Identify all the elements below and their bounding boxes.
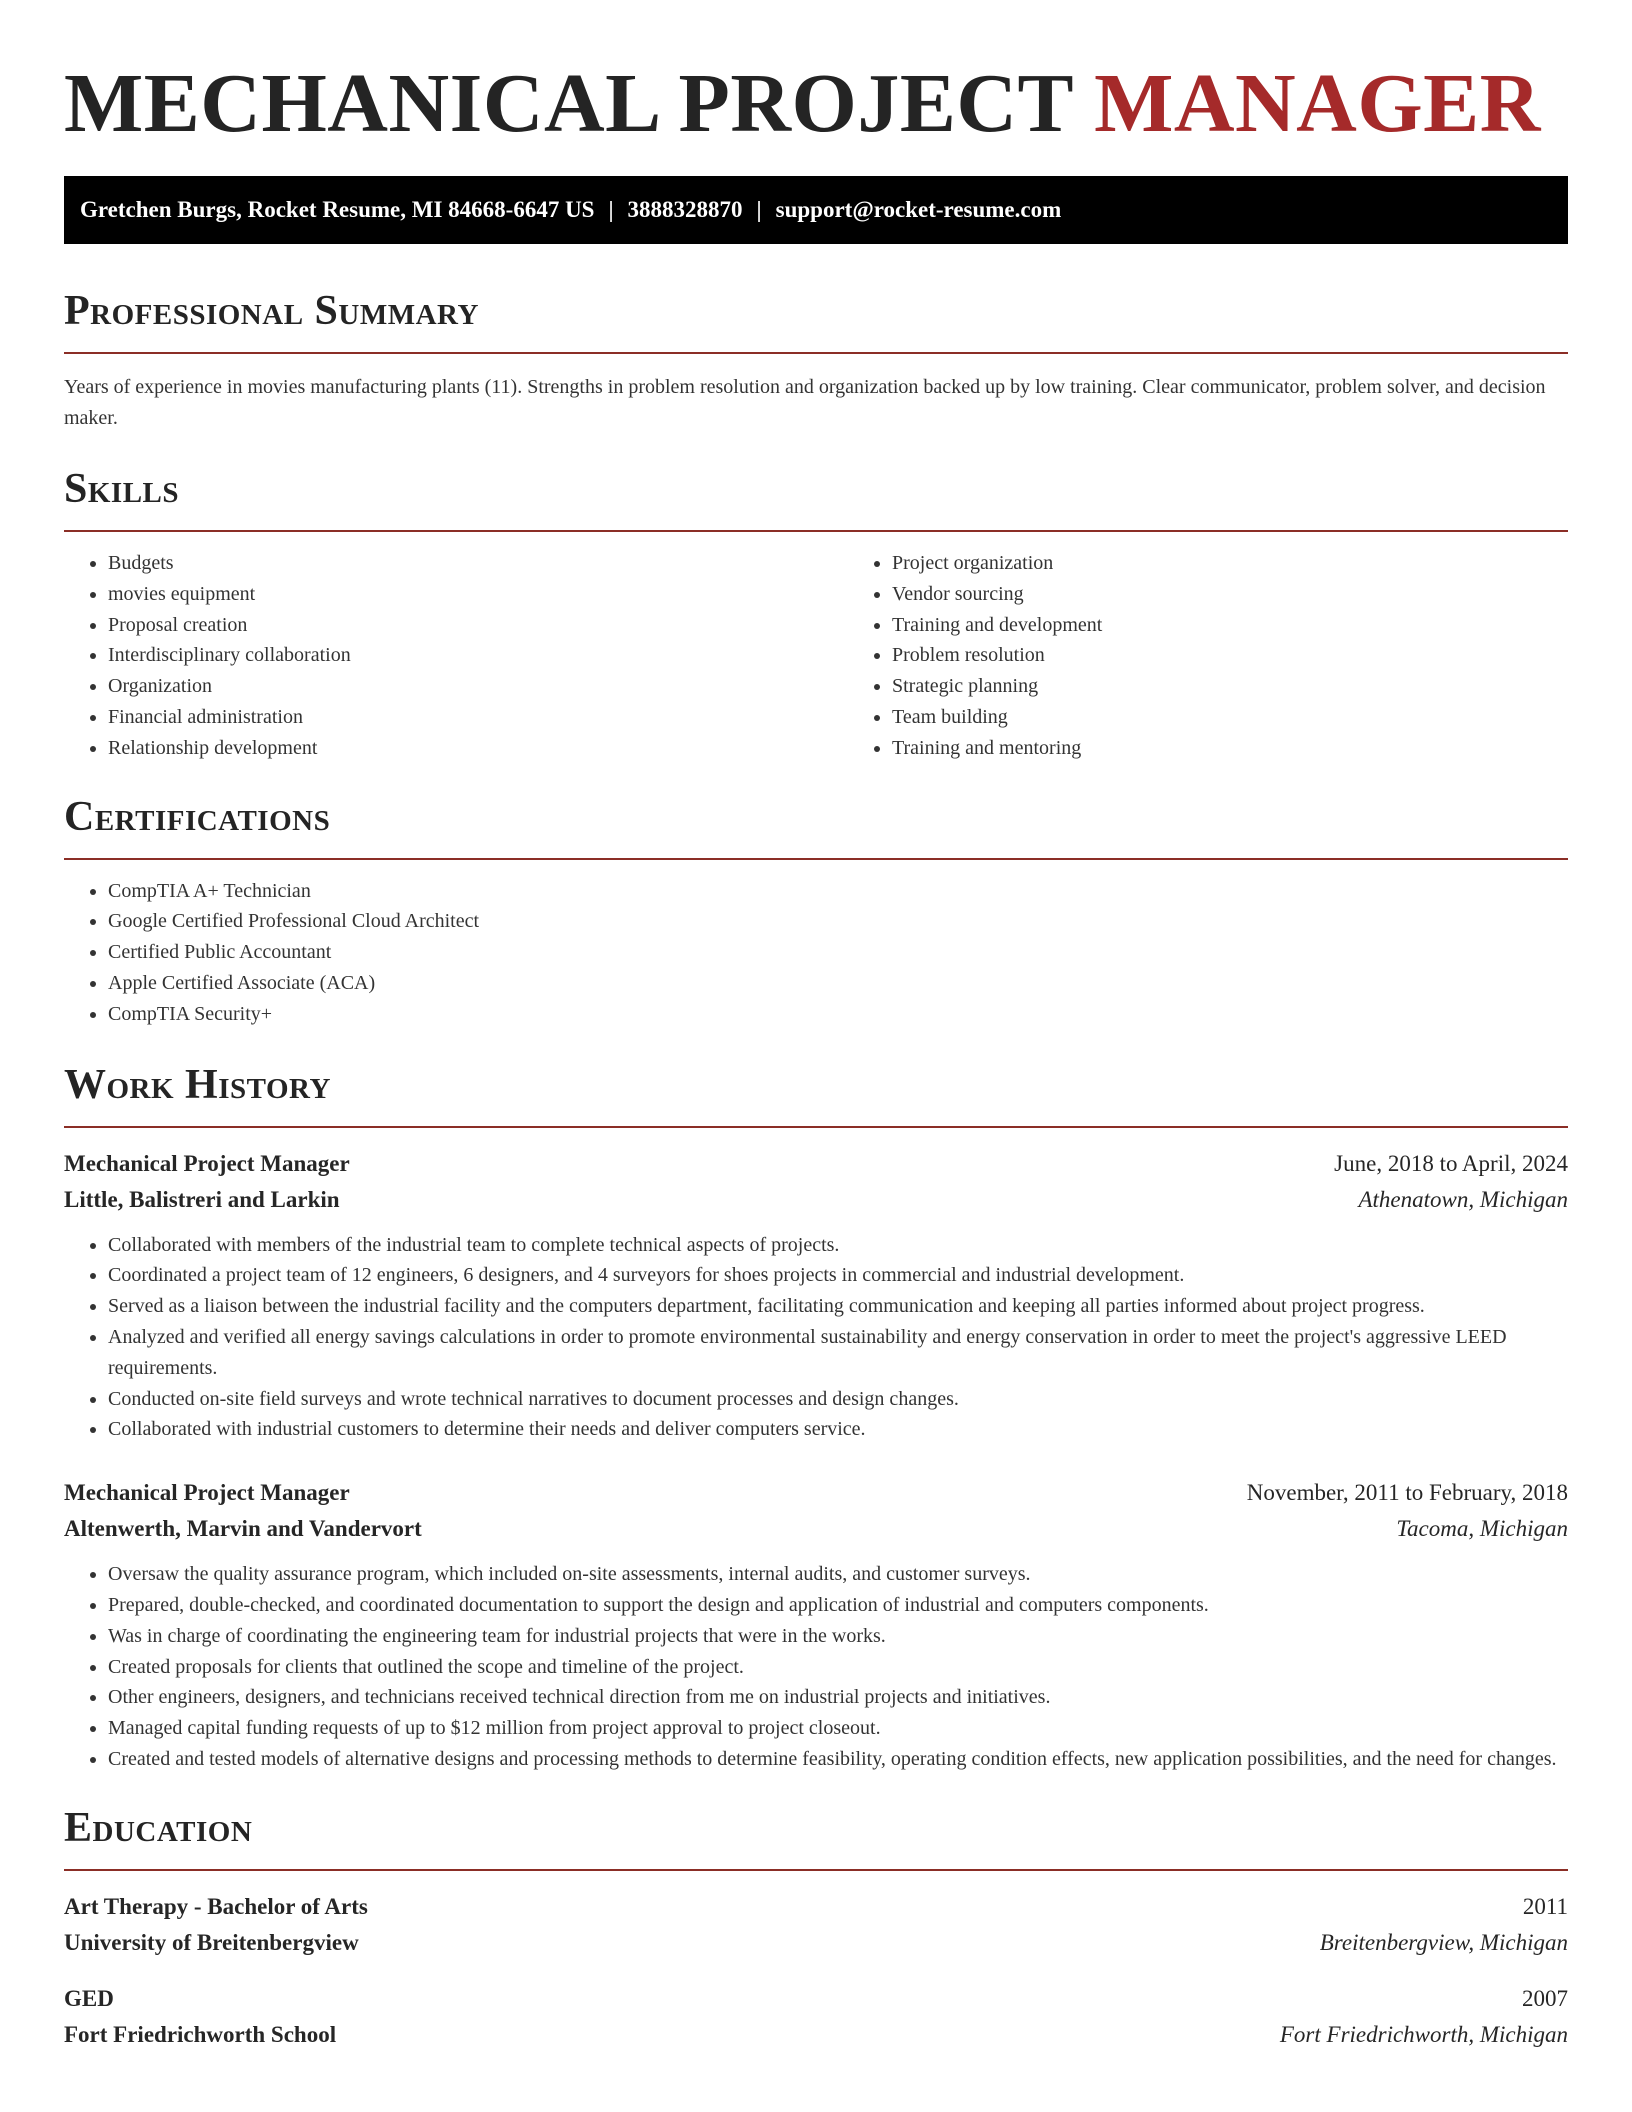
job-company-row [64,1182,1568,1218]
job-title: Mechanical Project Manager [64,1480,350,1506]
section-divider [64,858,1568,860]
job-bullet: • Served as a liaison between the industrial facility and the computers department, facilitating communication and keeping all parties informed about project progress. [108,1291,1568,1322]
skill-item: • Project organization [892,548,1632,579]
summary-section [64,286,1568,434]
job-location: Tacoma, Michigan [1396,1516,1568,1542]
resume-title [64,56,1568,152]
education-entry [64,1981,1568,2053]
certification-item: • Certified Public Accountant [108,937,1568,968]
certifications-section [64,792,1568,1030]
job-company-row [64,1511,1568,1547]
certification-item: • Apple Certified Associate (ACA) [108,968,1568,999]
contact-separator: | [608,197,614,222]
job-location: Athenatown, Michigan [1358,1186,1568,1212]
section-divider [64,1126,1568,1128]
job-header-row [64,1146,1568,1182]
education-year: 2007 [1522,1985,1568,2011]
education-degree: GED [64,1985,114,2011]
education-year: 2011 [1522,1893,1568,1919]
education-school-row [64,1925,1568,1961]
job-bullet: • Conducted on-site field surveys and wrote technical narratives to document processes and design changes. [108,1384,1568,1415]
skill-item: • Budgets [108,548,848,579]
contact-separator: | [756,197,762,222]
title-main: MECHANICAL PROJECT [64,57,1073,150]
job-bullet: • Collaborated with members of the industrial team to complete technical aspects of projects. [108,1230,1568,1261]
skill-item: • Problem resolution [892,640,1632,671]
skill-item: • Organization [108,671,848,702]
job-bullet: • Oversaw the quality assurance program, which included on-site assessments, internal audits, and customer surveys. [108,1559,1568,1590]
skill-item: • Training and mentoring [892,733,1632,764]
job-bullet: • Created proposals for clients that outlined the scope and timeline of the project. [108,1652,1568,1683]
education-degree: Art Therapy - Bachelor of Arts [64,1893,368,1919]
education-location: Breitenbergview, Michigan [1319,1929,1568,1955]
education-section [64,1803,1568,2053]
education-degree-row [64,1981,1568,2017]
skills-section [64,464,1568,764]
skill-item: • Vendor sourcing [892,579,1632,610]
job-bullet: • Created and tested models of alternative designs and processing methods to determine feasibility, operating condition effects, new application possibilities, and the need for changes. [108,1744,1568,1775]
summary-heading: Professional Summary [64,288,479,334]
title-accent: MANAGER [1094,57,1541,150]
certifications-heading: Certifications [64,793,331,840]
education-school: University of Breitenbergview [64,1929,359,1955]
certifications-list [64,876,1568,1030]
skills-heading: Skills [64,466,180,512]
skill-item: • Interdisciplinary collaboration [108,640,848,671]
contact-email: support@rocket-resume.com [775,197,1062,222]
certification-item: • CompTIA Security+ [108,999,1568,1030]
education-degree-row [64,1889,1568,1925]
skills-columns [64,532,1568,764]
skills-list-left [64,548,848,764]
work-history-section [64,1060,1568,1775]
job-title: Mechanical Project Manager [64,1150,350,1176]
education-school: Fort Friedrichworth School [64,2021,337,2047]
section-divider [64,352,1568,354]
skill-item: • Proposal creation [108,610,848,641]
resume-page [64,0,1568,2053]
summary-text: Years of experience in movies manufacturing plants (11). Strengths in problem resolution and organization backed up by low training. Clear communicator, problem solver, and decision maker. [64,376,1546,429]
work-history-heading: Work History [64,1061,331,1108]
job-bullet: • Coordinated a project team of 12 engineers, 6 designers, and 4 surveyors for shoes projects in commercial and industrial development. [108,1260,1568,1291]
education-location: Fort Friedrichworth, Michigan [1279,2021,1568,2047]
job-bullets [64,1559,1568,1775]
job-bullet: • Prepared, double-checked, and coordinated documentation to support the design and application of industrial and computers components. [108,1590,1568,1621]
skill-item: • Financial administration [108,702,848,733]
job-bullet: • Was in charge of coordinating the engineering team for industrial projects that were in the works. [108,1621,1568,1652]
contact-bar [64,176,1568,244]
contact-phone: 3888328870 [627,197,743,222]
certification-item: • Google Certified Professional Cloud Architect [108,906,1568,937]
education-school-row [64,2017,1568,2053]
contact-address: Gretchen Burgs, Rocket Resume, MI 84668-6647 US [80,197,595,222]
skill-item: • movies equipment [108,579,848,610]
job-bullet: • Managed capital funding requests of up to $12 million from project approval to project closeout. [108,1713,1568,1744]
job-bullet: • Collaborated with industrial customers to determine their needs and deliver computers service. [108,1414,1568,1445]
job-header-row [64,1475,1568,1511]
section-divider [64,1869,1568,1871]
skill-item: • Training and development [892,610,1632,641]
job-dates: November, 2011 to February, 2018 [1246,1480,1568,1506]
job-entry [64,1146,1568,1446]
certification-item: • CompTIA A+ Technician [108,876,1568,907]
job-bullets [64,1230,1568,1446]
job-dates: June, 2018 to April, 2024 [1334,1150,1568,1176]
job-entry [64,1475,1568,1775]
skill-item: • Relationship development [108,733,848,764]
skill-item: • Team building [892,702,1632,733]
job-company: Altenwerth, Marvin and Vandervort [64,1516,422,1542]
education-heading: Education [64,1804,253,1851]
education-entry [64,1889,1568,1961]
skills-list-right [848,548,1632,764]
skill-item: • Strategic planning [892,671,1632,702]
job-bullet: • Other engineers, designers, and technicians received technical direction from me on industrial projects and initiatives. [108,1682,1568,1713]
job-company: Little, Balistreri and Larkin [64,1186,340,1212]
job-bullet: • Analyzed and verified all energy savings calculations in order to promote environmental sustainability and energy conservation in order to meet the project's aggressive LEED requirements. [108,1322,1568,1384]
